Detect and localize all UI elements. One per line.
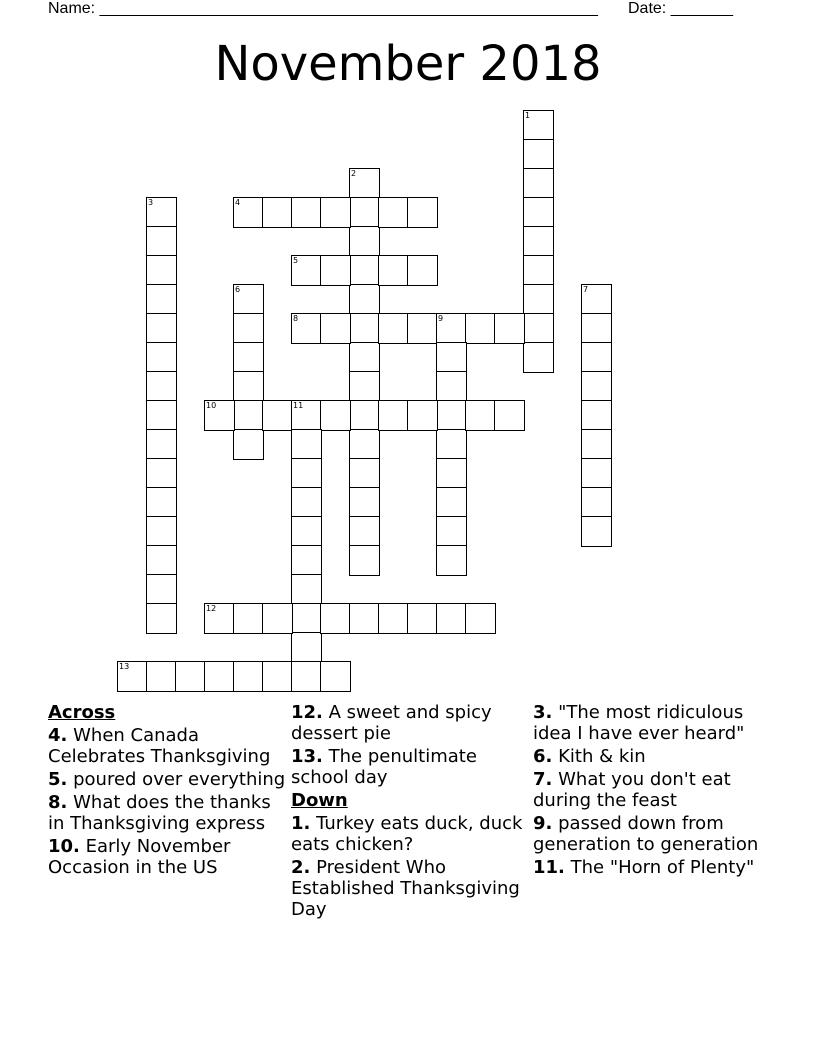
clue-text: Kith & kin	[558, 746, 646, 767]
grid-cell	[233, 371, 264, 402]
grid-cell	[146, 342, 177, 373]
clue-text: Early November Occasion in the US	[48, 836, 231, 878]
clue-number-label: 6	[235, 285, 241, 294]
grid-cell	[465, 603, 496, 634]
grid-cell	[436, 400, 467, 431]
clue-number: 3.	[533, 702, 553, 723]
grid-cell	[436, 516, 467, 547]
grid-cell	[465, 313, 496, 344]
clue-number-label: 10	[206, 401, 217, 410]
grid-cell	[291, 313, 322, 344]
grid-cell	[349, 603, 380, 634]
grid-cell	[378, 255, 409, 286]
grid-cell	[436, 342, 467, 373]
grid-cell	[146, 603, 177, 634]
clue-number: 8.	[48, 792, 68, 813]
grid-cell	[146, 429, 177, 460]
grid-cell	[146, 197, 177, 228]
clue-text: President Who Established Thanksgiving Day	[291, 857, 520, 920]
clue-across-12	[291, 702, 531, 744]
grid-cell	[581, 516, 612, 547]
clue-text: Turkey eats duck, duck eats chicken?	[291, 813, 523, 855]
grid-cell	[349, 197, 380, 228]
grid-cell	[291, 516, 322, 547]
clue-number-label: 8	[293, 314, 299, 323]
clue-number-label: 9	[438, 314, 444, 323]
page-title: November 2018	[214, 36, 602, 92]
grid-cell	[407, 197, 438, 228]
grid-cell	[581, 400, 612, 431]
grid-cell	[291, 545, 322, 576]
clue-number: 11.	[533, 857, 565, 878]
grid-cell	[146, 545, 177, 576]
grid-cell	[436, 487, 467, 518]
grid-cell	[407, 255, 438, 286]
clue-number: 2.	[291, 857, 311, 878]
grid-cell	[523, 342, 554, 373]
grid-cell	[436, 313, 467, 344]
clue-across-13	[291, 746, 531, 788]
grid-cell	[349, 255, 380, 286]
clue-number: 9.	[533, 813, 553, 834]
grid-cell	[320, 255, 351, 286]
clue-text: A sweet and spicy dessert pie	[291, 702, 492, 744]
grid-cell	[320, 197, 351, 228]
grid-cell	[233, 661, 264, 692]
grid-cell	[204, 603, 235, 634]
grid-cell	[146, 574, 177, 605]
clue-number-label: 3	[148, 198, 154, 207]
clue-down-7	[533, 769, 773, 811]
grid-cell	[407, 603, 438, 634]
clue-number-label: 5	[293, 256, 299, 265]
grid-cell	[349, 400, 380, 431]
clue-across-4	[48, 725, 288, 767]
grid-cell	[291, 632, 322, 663]
grid-cell	[349, 168, 380, 199]
clue-down-9	[533, 813, 773, 855]
clue-down-3	[533, 702, 773, 744]
grid-cell	[291, 603, 322, 634]
down-heading: Down	[291, 790, 348, 811]
clue-down-6	[533, 746, 773, 767]
clue-number: 6.	[533, 746, 553, 767]
clue-number-label: 7	[583, 285, 589, 294]
grid-cell	[146, 487, 177, 518]
clue-number: 7.	[533, 769, 553, 790]
grid-cell	[262, 197, 293, 228]
clue-text: "The most ridiculous idea I have ever heard"	[533, 702, 745, 744]
clue-text: poured over everything	[73, 769, 286, 790]
grid-cell	[349, 342, 380, 373]
grid-cell	[204, 661, 235, 692]
grid-cell	[320, 400, 351, 431]
grid-cell	[494, 400, 525, 431]
grid-cell	[436, 458, 467, 489]
clue-column-1	[48, 702, 288, 880]
clue-number-label: 2	[351, 169, 357, 178]
grid-cell	[523, 284, 554, 315]
grid-cell	[291, 487, 322, 518]
grid-cell	[291, 197, 322, 228]
grid-cell	[291, 400, 322, 431]
grid-cell	[349, 458, 380, 489]
grid-cell	[349, 371, 380, 402]
clue-number-label: 1	[525, 111, 531, 120]
name-line: Name: ________________________________________________________	[48, 0, 598, 17]
grid-cell	[436, 429, 467, 460]
grid-cell	[146, 516, 177, 547]
grid-cell	[581, 371, 612, 402]
grid-cell	[349, 516, 380, 547]
grid-cell	[378, 313, 409, 344]
clue-text: The "Horn of Plenty"	[570, 857, 755, 878]
grid-cell	[146, 371, 177, 402]
clue-across-10	[48, 836, 288, 878]
grid-cell	[117, 661, 148, 692]
grid-cell	[523, 139, 554, 170]
grid-cell	[436, 545, 467, 576]
grid-cell	[407, 313, 438, 344]
clue-number: 1.	[291, 813, 311, 834]
clue-text: When Canada Celebrates Thanksgiving	[48, 725, 271, 767]
grid-cell	[581, 342, 612, 373]
clue-down-2	[291, 857, 531, 920]
grid-cell	[378, 197, 409, 228]
grid-cell	[523, 110, 554, 141]
grid-cell	[523, 255, 554, 286]
grid-cell	[233, 603, 264, 634]
clue-number-label: 12	[206, 604, 217, 613]
grid-cell	[204, 400, 235, 431]
clue-text: What you don't eat during the feast	[533, 769, 731, 811]
grid-cell	[291, 429, 322, 460]
grid-cell	[146, 458, 177, 489]
clue-down-1	[291, 813, 531, 855]
clue-column-3	[533, 702, 773, 880]
grid-cell	[378, 603, 409, 634]
clue-number-label: 4	[235, 198, 241, 207]
grid-cell	[320, 603, 351, 634]
grid-cell	[146, 313, 177, 344]
grid-cell	[175, 661, 206, 692]
grid-cell	[320, 661, 351, 692]
across-heading: Across	[48, 702, 116, 723]
grid-cell	[262, 603, 293, 634]
clue-across-5	[48, 769, 288, 790]
grid-cell	[291, 574, 322, 605]
grid-cell	[146, 255, 177, 286]
grid-cell	[378, 400, 409, 431]
clue-text: The penultimate school day	[291, 746, 477, 788]
grid-cell	[523, 168, 554, 199]
grid-cell	[407, 400, 438, 431]
clue-number-label: 13	[119, 662, 130, 671]
grid-cell	[581, 487, 612, 518]
clue-text: passed down from generation to generation	[533, 813, 759, 855]
grid-cell	[349, 545, 380, 576]
clue-number: 4.	[48, 725, 68, 746]
grid-cell	[349, 226, 380, 257]
grid-cell	[349, 313, 380, 344]
grid-cell	[233, 429, 264, 460]
clue-number: 10.	[48, 836, 80, 857]
grid-cell	[233, 342, 264, 373]
grid-cell	[494, 313, 525, 344]
clue-number: 13.	[291, 746, 323, 767]
grid-cell	[233, 400, 264, 431]
grid-cell	[146, 400, 177, 431]
grid-cell	[291, 458, 322, 489]
grid-cell	[523, 197, 554, 228]
date-line: Date: _______	[628, 0, 733, 17]
clue-text: What does the thanks in Thanksgiving express	[48, 792, 271, 834]
grid-cell	[262, 400, 293, 431]
grid-cell	[349, 487, 380, 518]
grid-cell	[581, 284, 612, 315]
grid-cell	[436, 603, 467, 634]
clue-number: 5.	[48, 769, 68, 790]
grid-cell	[291, 255, 322, 286]
grid-cell	[146, 661, 177, 692]
grid-cell	[436, 371, 467, 402]
grid-cell	[465, 400, 496, 431]
clue-number-label: 11	[293, 401, 304, 410]
clue-across-8	[48, 792, 288, 834]
clue-down-11	[533, 857, 773, 878]
grid-cell	[233, 284, 264, 315]
grid-cell	[349, 284, 380, 315]
grid-cell	[320, 313, 351, 344]
grid-cell	[523, 226, 554, 257]
grid-cell	[146, 226, 177, 257]
grid-cell	[291, 661, 322, 692]
grid-cell	[581, 458, 612, 489]
grid-cell	[581, 313, 612, 344]
grid-cell	[262, 661, 293, 692]
grid-cell	[233, 313, 264, 344]
grid-cell	[349, 429, 380, 460]
clue-column-2	[291, 702, 531, 922]
grid-cell	[233, 197, 264, 228]
grid-cell	[581, 429, 612, 460]
grid-cell	[523, 313, 554, 344]
clue-number: 12.	[291, 702, 323, 723]
grid-cell	[146, 284, 177, 315]
